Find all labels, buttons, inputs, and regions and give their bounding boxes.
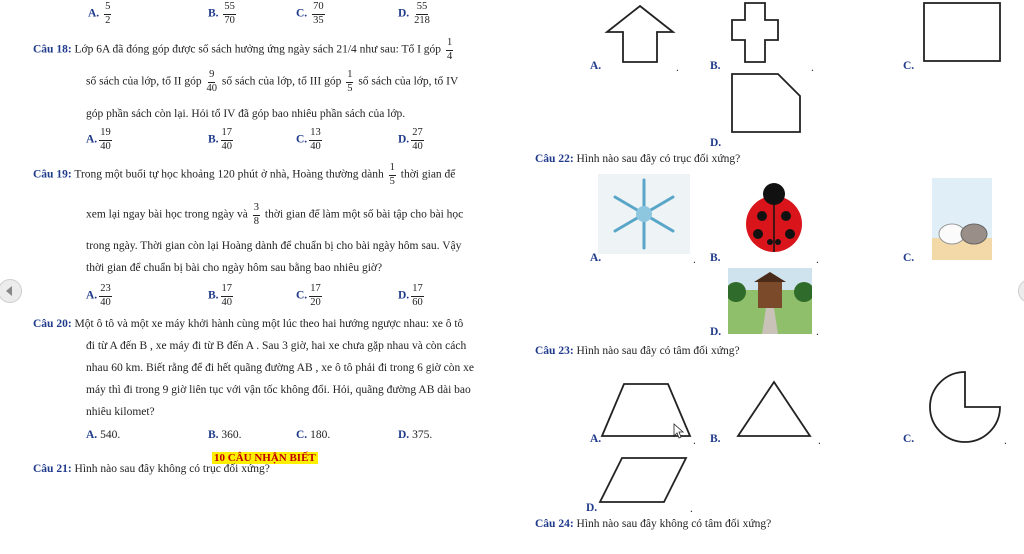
q18-option-d: D. $\frac{27}{40}$ [398,127,423,152]
q21-label-d: D. [710,137,722,149]
q20-line5: nhiêu kilomet? [86,406,155,418]
q18-option-b: B. $\frac{17}{40}$ [208,127,233,152]
dot: . [811,62,814,74]
q23-label-a: A. [590,433,602,445]
q19-option-c: C. $\frac{17}{20}$ [296,283,321,308]
trapezoid-figure [600,382,692,440]
chevron-left-icon [0,280,21,302]
top-option-c: C. $\frac{70}{35}$ [296,1,324,26]
q22-label-c: C. [903,252,915,264]
parallelogram-figure [598,456,688,506]
q21-label-c: C. [903,60,915,72]
dot: . [818,435,821,447]
q21-label-a: A. [590,60,602,72]
q23-label-b: B. [710,433,721,445]
next-page-button[interactable] [1018,279,1024,303]
q18-line2: số sách của lớp, tổ II góp $\frac{9}{40}$ số sách của lớp, tổ III góp $\frac{1}{5}$ số sách của lớp, tổ IV [86,69,459,94]
snowflake-picture [598,174,690,254]
cross-shape-figure [730,2,780,64]
dot: . [690,503,693,515]
q22-question: Câu 22: Hình nào sau đây có trục đối xứng? [535,153,741,165]
q23-question: Câu 23: Hình nào sau đây có tâm đối xứng? [535,345,740,357]
q18-line1: Câu 18: Lớp 6A đã đóng góp được số sách hưởng ứng ngày sách 21/4 như sau: Tổ I góp $\frac{1}{4}$ [33,37,453,62]
q19-line2: xem lại ngay bài học trong ngày và $\frac{3}{8}$ thời gian để làm một số bài tập cho bài học [86,202,464,227]
dot: . [676,62,679,74]
q18-option-c: C. $\frac{13}{40}$ [296,127,321,152]
prev-page-button[interactable] [0,279,22,303]
dot: . [693,435,696,447]
cut-corner-shape-figure [730,72,802,134]
snowflake-icon [598,174,690,254]
q23-label-c: C. [903,433,915,445]
temple-picture [728,268,812,334]
rectangle-shape-figure [922,2,1002,64]
dot: . [1004,435,1007,447]
q19-line3: trong ngày. Thời gian còn lại Hoàng dành để chuẩn bị cho bài ngày hôm sau. Vậy [86,240,462,252]
q19-option-d: D. $\frac{17}{60}$ [398,283,423,308]
cats-icon [932,178,992,260]
q20-option-d: D. 375. [398,429,433,441]
three-quarter-circle-figure [928,370,1002,446]
q20-line1: Câu 20: Một ô tô và một xe máy khởi hành cùng một lúc theo hai hướng ngược nhau: xe ô tô [33,318,464,330]
temple-icon [728,268,812,334]
q20-option-b: B. 360. [208,429,242,441]
ladybug-picture [740,180,808,254]
q20-option-c: C. 180. [296,429,331,441]
dot: . [816,254,819,266]
q19-option-a: A. $\frac{23}{40}$ [86,283,111,308]
q19-line4: thời gian để chuẩn bị bài cho ngày hôm sau bằng bao nhiêu giờ? [86,262,383,274]
q18-option-a: A. $\frac{19}{40}$ [86,127,111,152]
q19-option-b: B. $\frac{17}{40}$ [208,283,233,308]
q18-line3: góp phần sách còn lại. Hỏi tổ IV đã góp bao nhiêu phần sách của lớp. [86,108,406,120]
top-option-d: D. $\frac{55}{218}$ [398,1,430,26]
top-option-b: B. $\frac{55}{70}$ [208,1,235,26]
q21-label-b: B. [710,60,721,72]
q19-line1: Câu 19: Trong một buổi tự học khoảng 120 phút ở nhà, Hoàng thường dành $\frac{1}{5}$ thời gian để [33,162,456,187]
q20-line4: máy thì đi trong 9 giờ liên tục với vận tốc không đổi. Hỏi, quãng đường AB dài bao [86,384,471,396]
q20-option-a: A. 540. [86,429,121,441]
top-option-a: A. $\frac{5}{2}$ [88,1,111,26]
section-heading: 10 CÂU NHẬN BIẾT [214,452,316,464]
q23-label-d: D. [586,502,598,514]
q22-label-d: D. [710,326,722,338]
dot: . [816,326,819,338]
dot: . [693,254,696,266]
q21-question: Câu 21: Hình nào sau đây không có trục đối xứng? [33,463,270,475]
q22-label-b: B. [710,252,721,264]
triangle-figure [736,380,812,440]
arrow-shape-figure [605,4,675,64]
q24-question: Câu 24: Hình nào sau đây không có tâm đối xứng? [535,518,772,530]
q20-line3: nhau 60 km. Biết rằng để đi hết quãng đường AB , xe ô tô phải đi trong 6 giờ còn xe [86,362,474,374]
q20-line2: đi từ A đến B , xe máy đi từ B đến A . Sau 3 giờ, hai xe chưa gặp nhau và còn cách [86,340,467,352]
cats-picture [932,178,992,260]
q22-label-a: A. [590,252,602,264]
